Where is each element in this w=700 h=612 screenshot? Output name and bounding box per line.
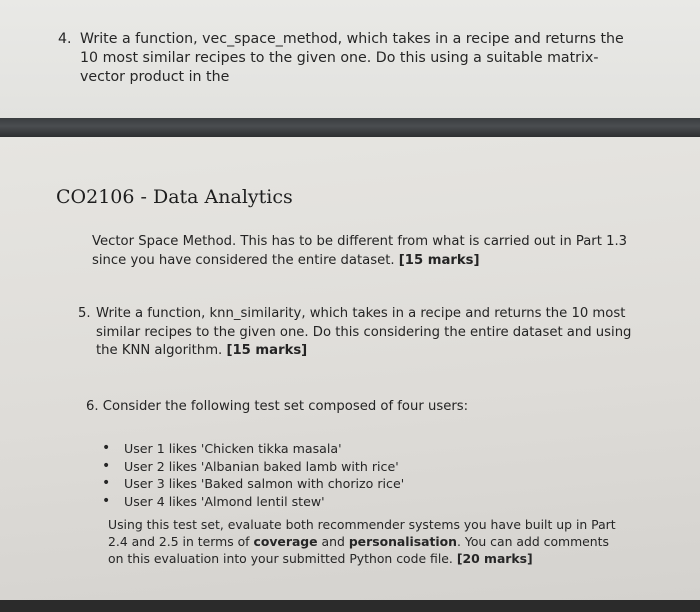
question-5 — [78, 305, 638, 361]
page-bottom-edge — [0, 600, 700, 612]
course-title: CO2106 - Data Analytics — [56, 186, 293, 208]
list-item — [100, 458, 500, 476]
user-3-text: User 3 likes 'Baked salmon with chorizo rice' — [124, 476, 405, 491]
user-2-text: User 2 likes 'Albanian baked lamb with rice' — [124, 458, 399, 474]
evaluation-text-2: . You can add comments on this evaluation into your submitted Python code file. — [108, 534, 609, 566]
list-item — [100, 440, 500, 458]
bullet-icon: • — [102, 492, 111, 509]
question-5-number: 5. — [78, 306, 91, 321]
user-4-text: User 4 likes 'Almond lentil stew' — [124, 493, 325, 509]
bullet-icon: • — [102, 475, 111, 491]
vector-space-paragraph — [92, 233, 632, 270]
user-1-text: User 1 likes 'Chicken tikka masala' — [124, 441, 342, 456]
question-4-number: 4. — [58, 31, 72, 47]
list-item — [100, 493, 500, 511]
question-4 — [58, 30, 638, 87]
user-list — [100, 440, 500, 510]
personalisation-term: personalisation — [348, 534, 458, 549]
question-5-marks: [15 marks] — [226, 343, 308, 358]
question-6-text: Consider the following test set composed of four users: — [102, 399, 469, 414]
question-6 — [86, 398, 626, 417]
and-word: and — [321, 534, 345, 549]
evaluation-text-1: Using this test set, evaluate both recommender systems you have built up in Part 2.4 and 2.5 in terms of — [108, 517, 616, 549]
question-6-marks: [20 marks] — [456, 551, 533, 566]
bullet-icon: • — [102, 457, 111, 474]
vector-space-text: Vector Space Method. This has to be different from what is carried out in Part 1.3 since you have considered the entire dataset. — [92, 234, 628, 268]
question-5-body — [96, 305, 638, 361]
coverage-term: coverage — [253, 534, 318, 549]
question-5-text: Write a function, knn_similarity, which takes in a recipe and returns the 10 most similar recipes to the given one. Do this considering the entire dataset and using the KNN algorithm. — [96, 306, 632, 358]
list-item — [100, 475, 500, 493]
question-4-text: Write a function, vec_space_method, which takes in a recipe and returns the 10 most similar recipes to the given one. Do this using a suitable matrix-vector product in the — [80, 31, 624, 85]
evaluation-paragraph — [108, 516, 618, 567]
bullet-icon: • — [102, 440, 111, 456]
vector-space-marks: [15 marks] — [398, 252, 480, 268]
page-divider — [0, 118, 700, 138]
question-6-number: 6. — [86, 399, 99, 414]
